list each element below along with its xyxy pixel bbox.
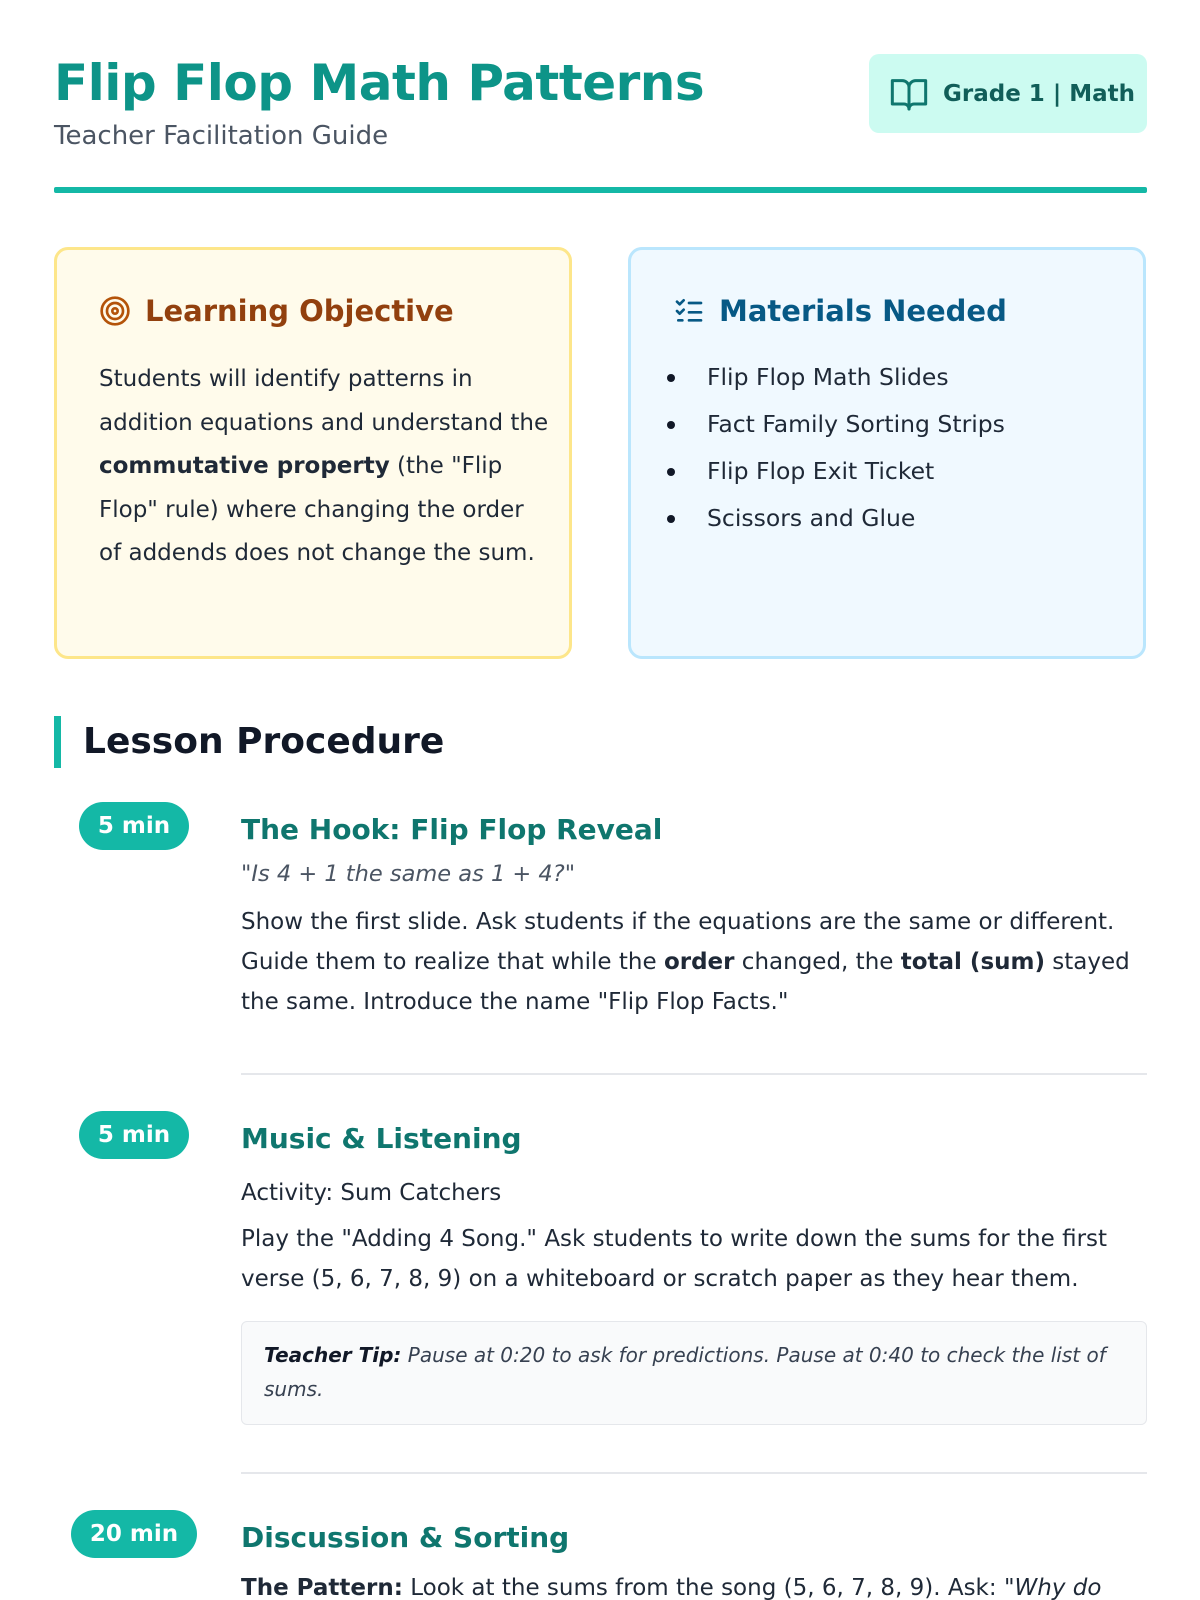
step-title: The Hook: Flip Flop Reveal (241, 813, 663, 846)
step-text-part: stayed the same. Introduce the name "Flip Flop Facts." (241, 949, 1130, 1015)
teacher-tip-text: Pause at 0:20 to ask for predictions. Pause at 0:40 to check the list of sums. (264, 1343, 1106, 1401)
step-title: Music & Listening (241, 1122, 522, 1155)
materials-heading (673, 294, 1007, 328)
step-description (241, 1568, 1147, 1600)
step-text-part: Show the first slide. Ask students if the equations are the same or different. Guide them to realize that while the (241, 909, 1115, 975)
list-item: Flip Flop Math Slides (667, 354, 1005, 401)
step-content (241, 1520, 1147, 1600)
step-content (241, 1121, 1147, 1425)
learning-objective-card (54, 247, 572, 659)
page-title: Flip Flop Math Patterns (54, 54, 705, 112)
list-item: Flip Flop Exit Ticket (667, 448, 1005, 495)
step-quote: "Is 4 + 1 the same as 1 + 4?" (241, 861, 576, 887)
teacher-tip-label: Teacher Tip: (264, 1343, 402, 1367)
page-header (54, 52, 1147, 194)
lesson-procedure-heading: Lesson Procedure (54, 716, 444, 768)
step-text-quote: "Why do (1003, 1575, 1102, 1600)
grade-subject-badge (869, 54, 1147, 133)
step-activity: Activity: Sum Catchers (241, 1180, 502, 1206)
checklist-icon (673, 295, 705, 327)
duration-pill: 5 min (79, 1111, 189, 1159)
open-book-icon (889, 74, 929, 114)
objective-text (99, 358, 549, 576)
target-icon (99, 295, 131, 327)
list-item: Scissors and Glue (667, 495, 1005, 542)
materials-list (667, 354, 1005, 542)
objective-text-bold: commutative property (99, 453, 390, 479)
list-item: Fact Family Sorting Strips (667, 401, 1005, 448)
duration-pill: 20 min (71, 1510, 197, 1558)
step-divider (241, 1073, 1147, 1075)
step-description: Play the "Adding 4 Song." Ask students to write down the sums for the first verse (5, 6, 7, 8, 9) on a whiteboard or scratch paper as they hear them. (241, 1226, 1108, 1292)
step-description (241, 902, 1147, 1022)
objective-heading-text: Learning Objective (145, 294, 454, 328)
objective-text-part: (the "Flip Flop" rule) where changing the order of addends does not change the sum. (99, 453, 535, 566)
badge-label: Grade 1 | Math (943, 80, 1136, 107)
step-text-bold: The Pattern: (241, 1575, 403, 1600)
step-title: Discussion & Sorting (241, 1521, 570, 1554)
materials-card (628, 247, 1146, 659)
step-text-bold: order (663, 949, 735, 975)
page-subtitle: Teacher Facilitation Guide (54, 121, 389, 151)
step-text-bold: total (sum) (900, 949, 1045, 975)
step-content (241, 812, 1147, 1022)
materials-heading-text: Materials Needed (719, 294, 1007, 328)
teacher-tip (241, 1321, 1147, 1425)
step-divider (241, 1472, 1147, 1474)
header-divider (54, 187, 1147, 193)
step-text-part: changed, the (734, 949, 901, 975)
objective-heading (99, 294, 454, 328)
duration-pill: 5 min (79, 802, 189, 850)
step-text-part: Look at the sums from the song (5, 6, 7, 8, 9). Ask: (402, 1575, 1004, 1600)
objective-text-part: Students will identify patterns in addition equations and understand the (99, 366, 549, 436)
